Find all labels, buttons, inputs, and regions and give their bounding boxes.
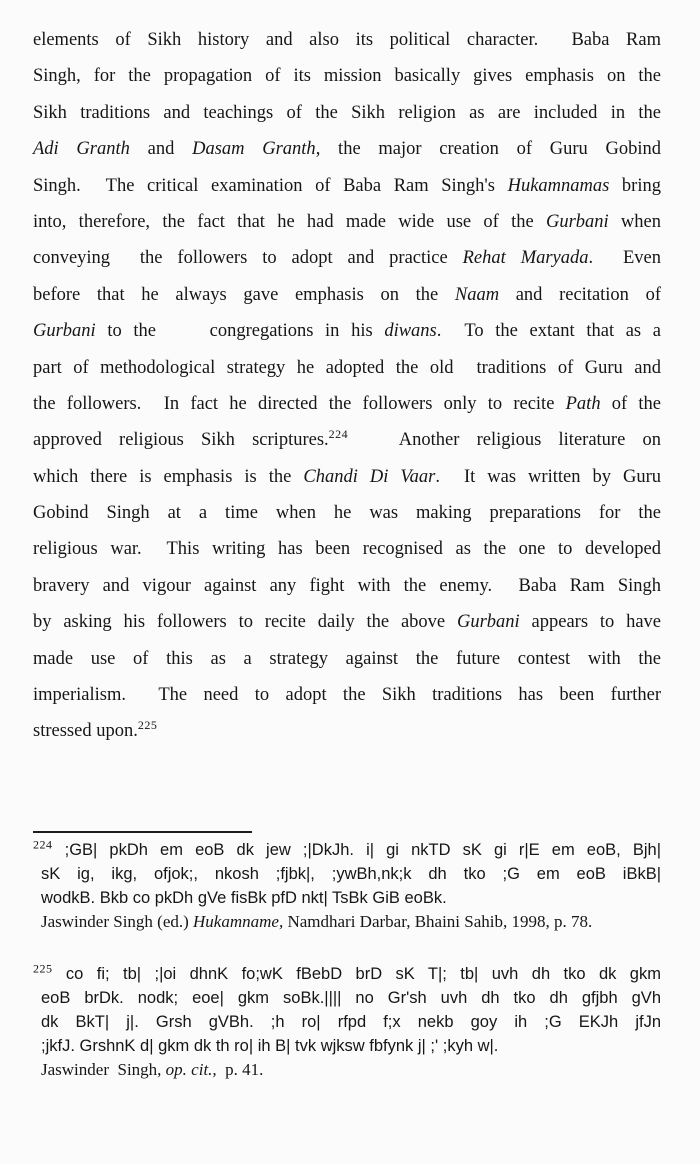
body-line <box>33 386 661 422</box>
body-line <box>33 277 661 313</box>
body-line <box>33 95 661 131</box>
footnote-line: eoB brDk. nodk; eoe| gkm soBk.|||| no Gr'sh uvh dh tko dh gfjbh gVh <box>41 988 661 1007</box>
text-segment: and <box>129 139 193 160</box>
body-line <box>33 713 661 749</box>
body-line <box>33 131 661 167</box>
footnote-225 <box>33 962 661 1082</box>
text-segment: before that he always gave emphasis on the <box>33 284 455 305</box>
text-segment: and recitation of <box>499 284 661 305</box>
text-segment: which there is emphasis is the <box>33 466 304 487</box>
text-segment: , the major creation of Guru Gobind <box>315 139 661 160</box>
body-line <box>33 495 661 531</box>
footnote-ref: 224 <box>328 427 349 442</box>
text-segment: Jaswinder Singh (ed.) <box>41 911 194 931</box>
text-segment: by asking his followers to recite daily the above <box>33 612 457 633</box>
text-segment: bring <box>609 175 661 196</box>
text-segment: diwans <box>384 321 437 342</box>
text-segment: Jaswinder Singh, <box>41 1059 166 1079</box>
text-segment: Namdhari Darbar, Bhaini Sahib, 1998, p. 78. <box>283 911 593 931</box>
text-segment: op. cit., <box>165 1059 217 1079</box>
body-line <box>33 422 661 458</box>
text-segment: when <box>608 211 661 232</box>
text-segment: Sikh traditions and teachings of the Sikh religion as are included in the <box>33 102 661 123</box>
text-segment: approved religious Sikh scriptures. <box>33 430 329 451</box>
text-segment: conveying the followers to adopt and practice <box>33 248 463 269</box>
text-segment: Singh. The critical examination of Baba Ram Singh's <box>33 175 508 196</box>
text-segment: stressed upon. <box>33 721 138 742</box>
text-segment: Hukamnamas <box>507 175 610 196</box>
text-segment: Dasam Granth <box>192 139 316 160</box>
text-segment: . To the extant that as a <box>436 321 661 342</box>
text-segment: . It was written by Guru <box>435 466 661 487</box>
footnotes <box>33 838 661 1082</box>
footnote-line: dk BkT| j|. Grsh gVBh. ;h ro| rfpd f;x nekb goy ih ;G EKJh jfJn <box>41 1012 661 1031</box>
body-line <box>33 350 661 386</box>
text-segment: congregations in his <box>197 321 385 342</box>
text-segment: part of methodological strategy he adopted the old traditions of Guru and <box>33 357 661 378</box>
body-line <box>33 459 661 495</box>
body-line <box>33 531 661 567</box>
footnote-marker: 224 <box>33 837 53 852</box>
footnote-marker: 225 <box>33 961 53 976</box>
text-segment: of the <box>600 393 662 414</box>
footnote-line: $^{224}$ ;GB| pkDh em eoB dk jew ;|DkJh. i| gi nkTD sK gi r|E em eoB, Bjh| <box>33 837 661 859</box>
text-segment: to the <box>95 321 156 342</box>
body-line <box>33 58 661 94</box>
text-segment: Rehat Maryada <box>462 248 589 269</box>
footnote-citation <box>33 1058 661 1082</box>
body-line <box>33 204 661 240</box>
text-segment: Adi Granth <box>33 139 130 160</box>
footnote-citation <box>33 910 661 934</box>
body-line <box>33 677 661 713</box>
text-segment: appears to have <box>519 612 661 633</box>
text-segment: Gurbani <box>545 211 609 232</box>
text-segment: Naam <box>454 284 500 305</box>
body-line <box>33 168 661 204</box>
body-line <box>33 641 661 677</box>
text-segment: . Even <box>588 248 661 269</box>
body-line <box>33 568 661 604</box>
footnote-224 <box>33 838 661 934</box>
text-segment: Gurbani <box>456 612 520 633</box>
text-segment: Path <box>565 393 601 414</box>
footnote-ref: 225 <box>137 718 158 733</box>
text-segment: Another religious literature on <box>348 430 661 451</box>
footnote-line: ;jkfJ. GrshnK d| gkm dk th ro| ih B| tvk wjksw fbfynk j| ;' ;kyh w|. <box>41 1036 499 1055</box>
text-segment: Chandi Di Vaar <box>303 466 436 487</box>
footnote-line: wodkB. Bkb co pkDh gVe fisBk pfD nkt| TsBk GiB eoBk. <box>41 888 447 907</box>
text-gap <box>156 313 198 349</box>
body-text <box>33 22 661 750</box>
text-segment: imperialism. The need to adopt the Sikh traditions has been further <box>33 685 661 706</box>
footnote-line: sK ig, ikg, ofjok;, nkosh ;fjbk|, ;ywBh,nk;k dh tko ;G em eoB iBkB| <box>41 864 661 883</box>
body-line <box>33 22 661 58</box>
text-segment: Gurbani <box>33 321 96 342</box>
text-segment: bravery and vigour against any fight with the enemy. Baba Ram Singh <box>33 575 661 596</box>
text-segment: Gobind Singh at a time when he was making preparations for the <box>33 503 661 524</box>
body-line <box>33 313 661 349</box>
text-segment: Hukamname, <box>193 911 284 931</box>
body-line <box>33 604 661 640</box>
text-segment: p. 41. <box>216 1059 264 1079</box>
text-segment: into, therefore, the fact that he had made wide use of the <box>33 211 546 232</box>
footnote-separator <box>33 831 252 833</box>
text-segment: religious war. This writing has been recognised as the one to developed <box>33 539 661 560</box>
body-line <box>33 240 661 276</box>
footnote-line: $^{225}$ co fi; tb| ;|oi dhnK fo;wK fBebD brD sK T|; tb| uvh dh tko dk gkm <box>33 961 661 983</box>
text-segment: Singh, for the propagation of its mission basically gives emphasis on the <box>33 66 661 87</box>
text-segment: the followers. In fact he directed the followers only to recite <box>33 393 566 414</box>
text-segment: made use of this as a strategy against the future contest with the <box>33 648 661 669</box>
text-segment: elements of Sikh history and also its political character. Baba Ram <box>33 30 661 50</box>
